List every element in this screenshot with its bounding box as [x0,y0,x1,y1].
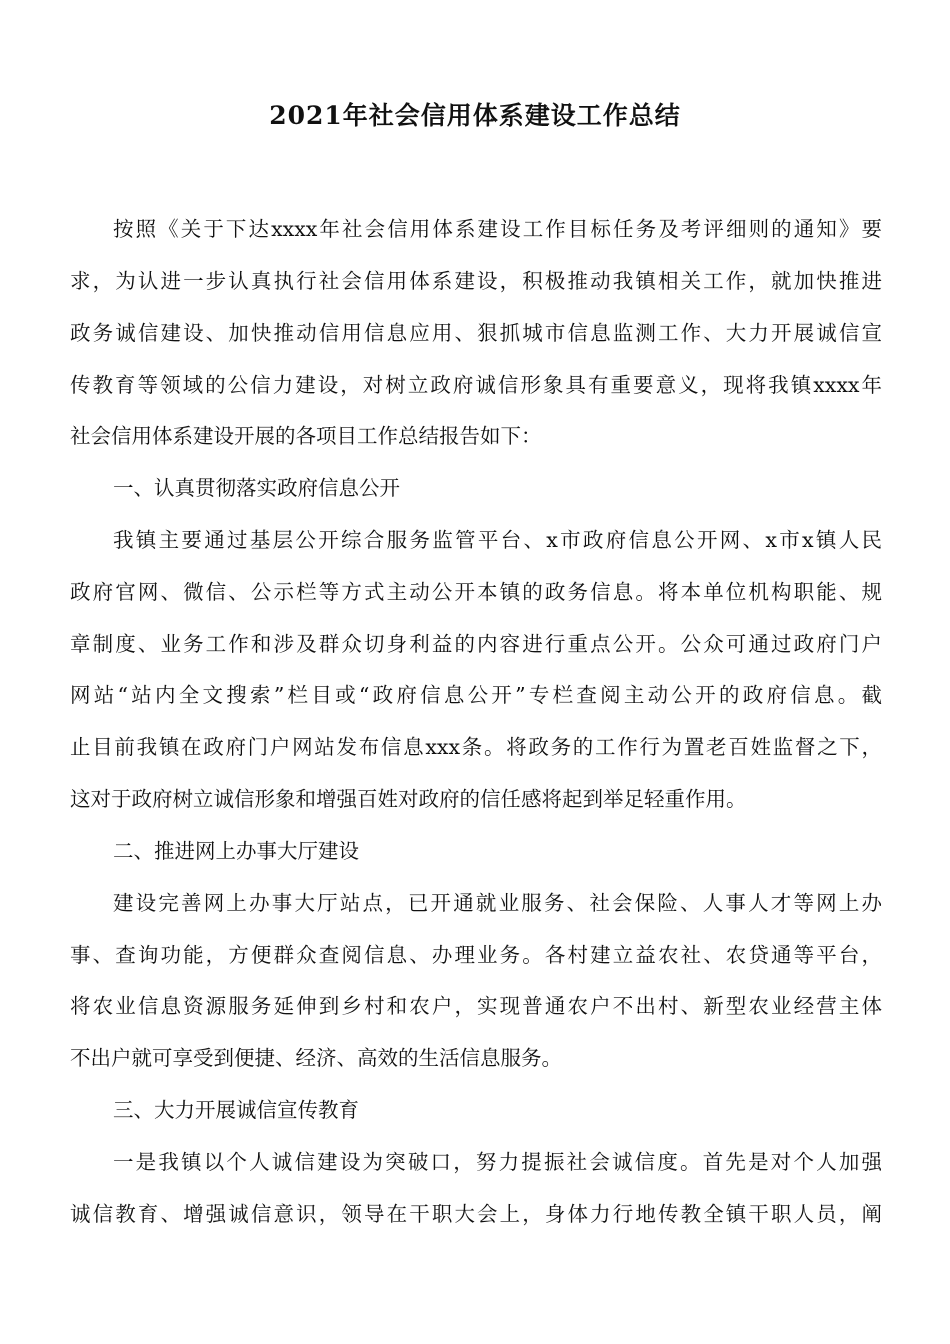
section-heading: 一、认真贯彻落实政府信息公开 [113,476,400,500]
body-line: 网站“站内全文搜索”栏目或“政府信息公开”专栏查阅主动公开的政府信息。截 [70,683,882,707]
body-line: 不出户就可享受到便捷、经济、高效的生活信息服务。 [70,1046,562,1070]
body-line: 政府官网、微信、公示栏等方式主动公开本镇的政务信息。将本单位机构职能、规 [70,580,882,604]
body-line: 求，为认进一步认真执行社会信用体系建设，积极推动我镇相关工作，就加快推进 [70,269,882,293]
body-line: 我镇主要通过基层公开综合服务监管平台、x市政府信息公开网、x市x镇人民 [113,528,882,552]
section-heading: 二、推进网上办事大厅建设 [113,839,359,863]
body-line: 诚信教育、增强诚信意识，领导在干职大会上，身体力行地传教全镇干职人员，阐 [70,1202,882,1226]
body-line: 章制度、业务工作和涉及群众切身利益的内容进行重点公开。公众可通过政府门户 [70,632,882,656]
body-line: 止目前我镇在政府门户网站发布信息xxx条。将政务的工作行为置老百姓监督之下， [70,735,882,759]
body-line: 政务诚信建设、加快推动信用信息应用、狠抓城市信息监测工作、大力开展诚信宣 [70,321,882,345]
body-line: 这对于政府树立诚信形象和增强百姓对政府的信任感将起到举足轻重作用。 [70,787,747,811]
body-line: 一是我镇以个人诚信建设为突破口，努力提振社会诚信度。首先是对个人加强 [113,1150,882,1174]
body-line: 传教育等领域的公信力建设，对树立政府诚信形象具有重要意义，现将我镇xxxx年 [70,373,882,397]
document-title: 2021年社会信用体系建设工作总结 [269,101,681,130]
section-heading: 三、大力开展诚信宣传教育 [113,1098,359,1122]
body-line: 建设完善网上办事大厅站点，已开通就业服务、社会保险、人事人才等网上办 [113,891,882,915]
body-line: 社会信用体系建设开展的各项目工作总结报告如下： [70,424,542,448]
body-line: 按照《关于下达xxxx年社会信用体系建设工作目标任务及考评细则的通知》要 [113,217,882,241]
body-line: 将农业信息资源服务延伸到乡村和农户，实现普通农户不出村、新型农业经营主体 [70,994,882,1018]
body-line: 事、查询功能，方便群众查阅信息、办理业务。各村建立益农社、农贷通等平台， [70,943,882,967]
